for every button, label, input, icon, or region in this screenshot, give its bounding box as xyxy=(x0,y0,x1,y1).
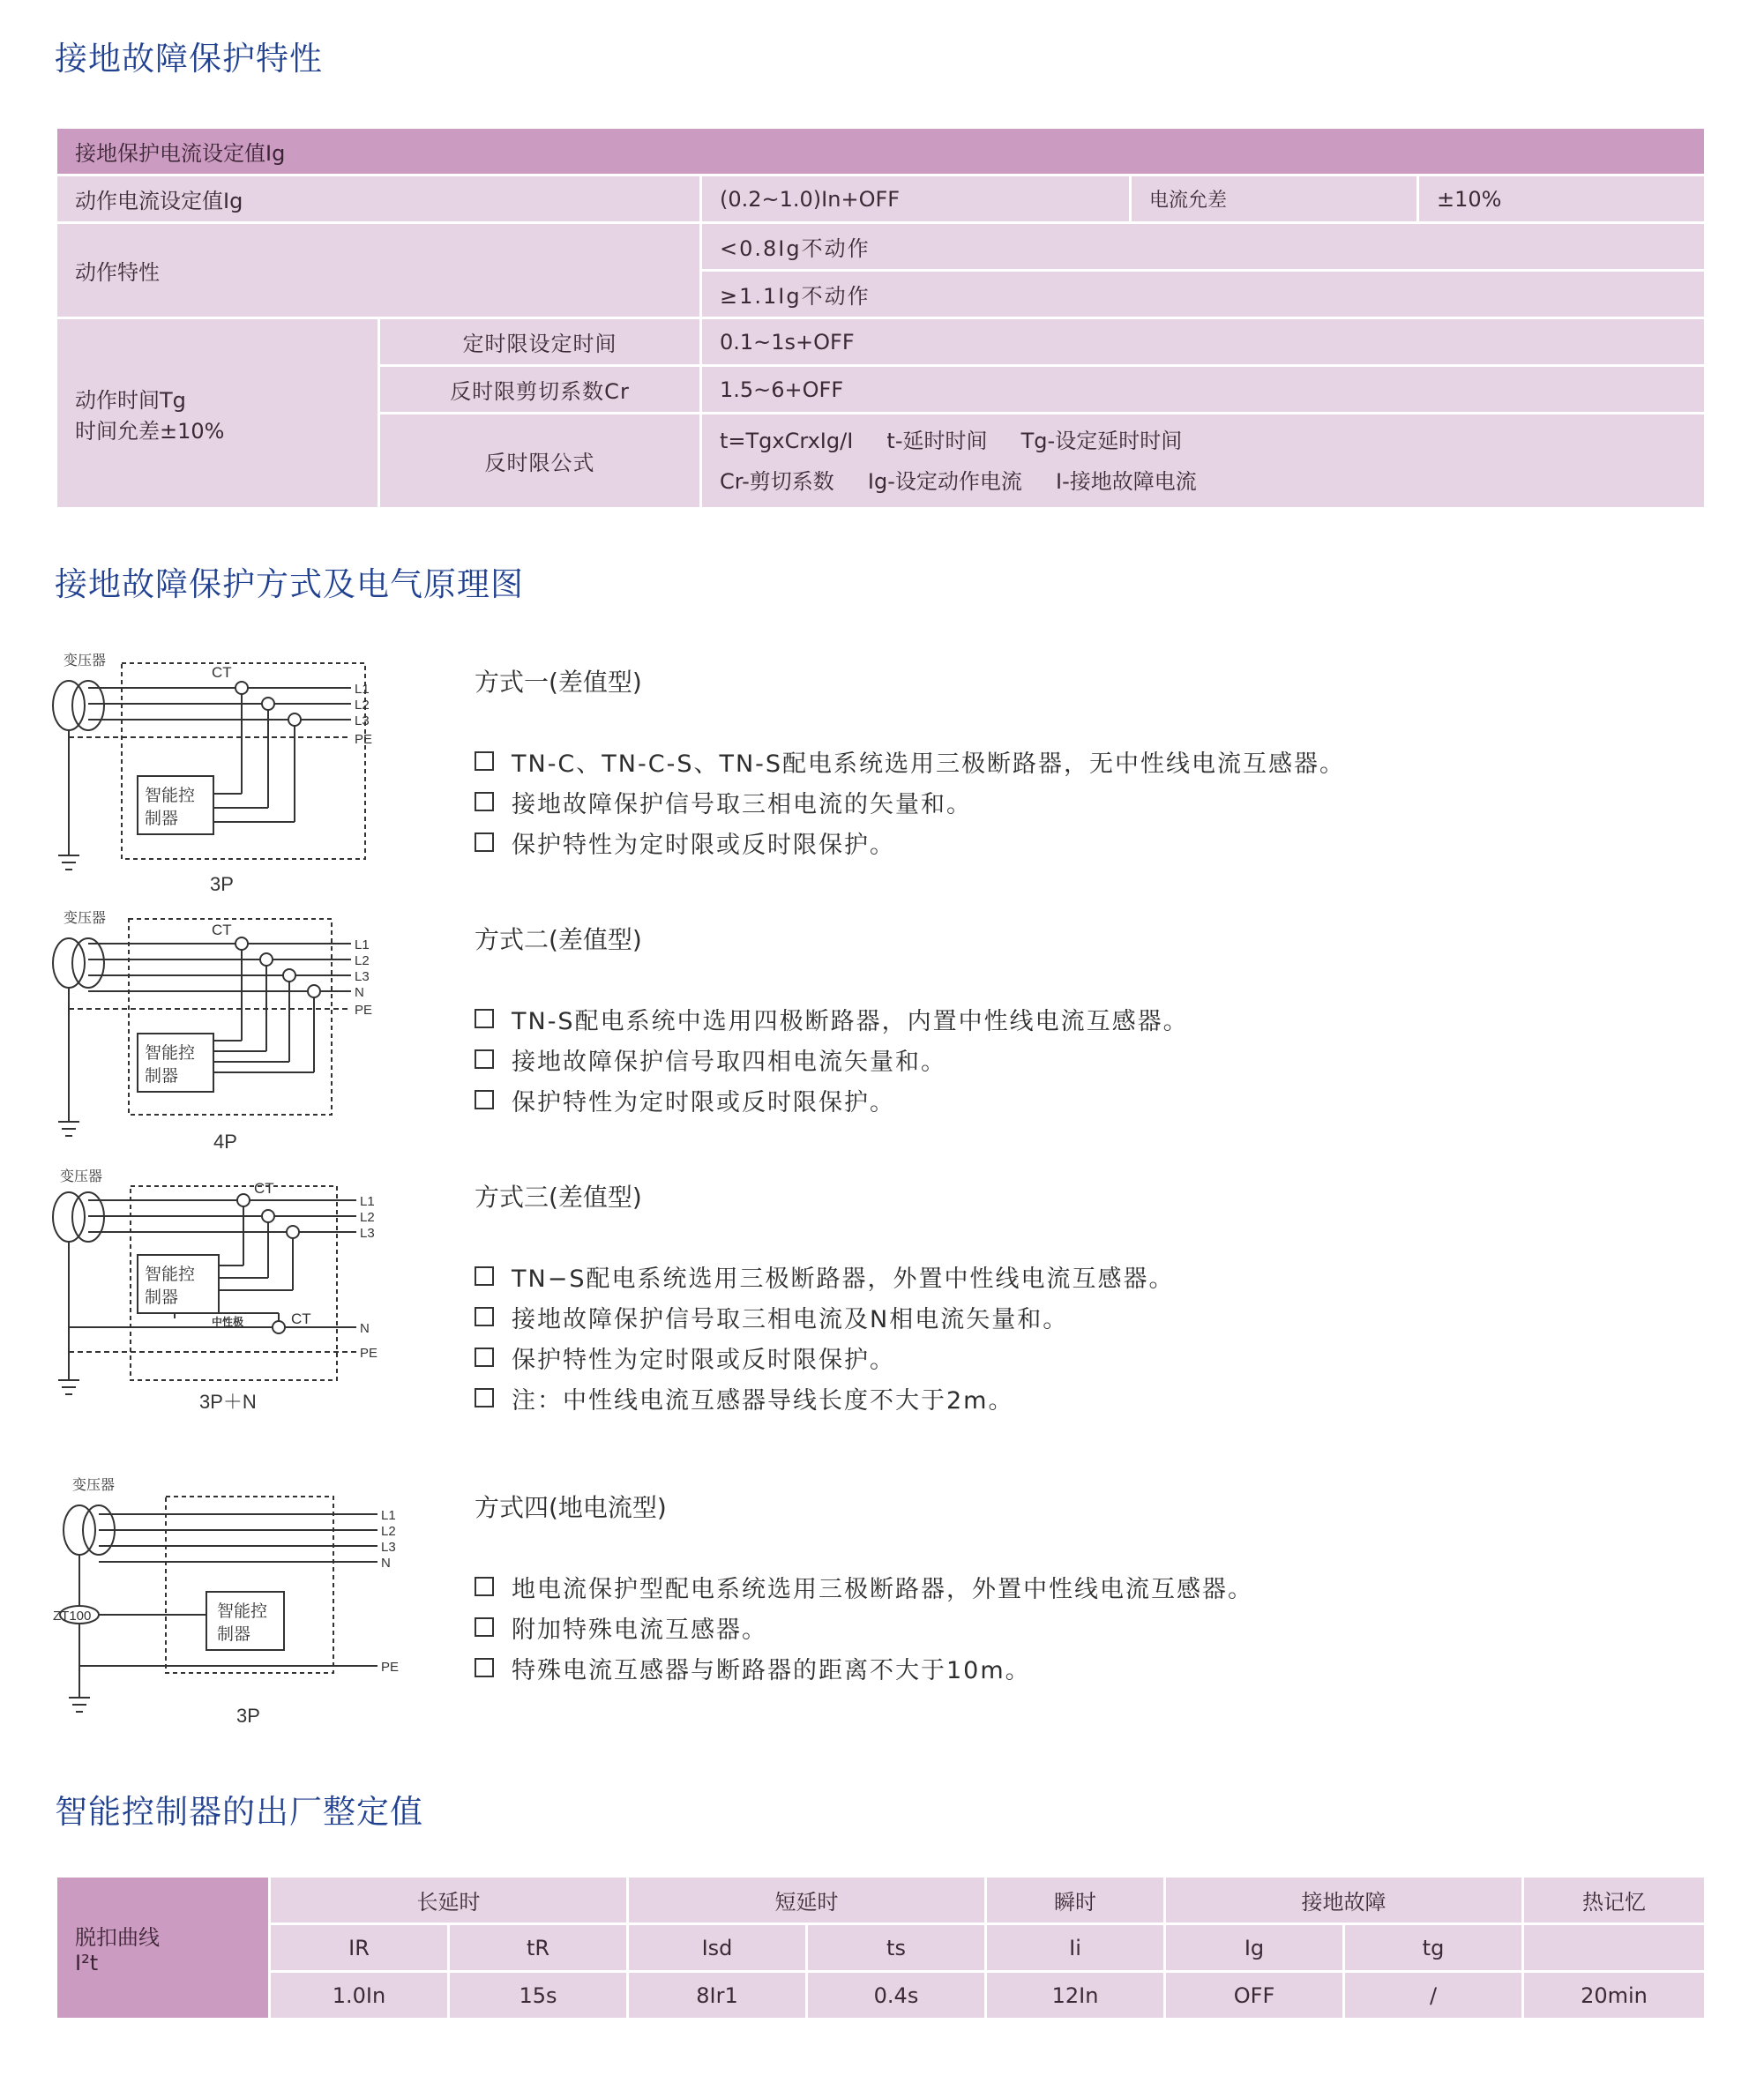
transformer-coil-icon xyxy=(72,938,104,988)
line-label-l2: L2 xyxy=(360,1210,375,1225)
neutral-pole-label: 中性极 xyxy=(212,1316,244,1328)
line-label-n: N xyxy=(381,1556,391,1571)
list-item-text: 地电流保护型配电系统选用三极断路器，外置中性线电流互感器。 xyxy=(512,1575,1253,1603)
section-title-factory-settings: 智能控制器的出厂整定值 xyxy=(55,1793,423,1831)
line-label-l1: L1 xyxy=(355,682,370,697)
cell-formula xyxy=(701,414,1706,509)
line-label-l3: L3 xyxy=(355,713,370,728)
cell-char-2: ≥1.1Ig不动作 xyxy=(701,271,1706,318)
list-item xyxy=(475,1607,1253,1647)
line-label-l2: L2 xyxy=(381,1524,396,1539)
line-label-n: N xyxy=(355,985,364,1000)
list-item-text: 附加特殊电流互感器。 xyxy=(512,1616,767,1644)
list-item-text: 特殊电流互感器与断路器的距离不大于10m。 xyxy=(512,1656,1031,1684)
list-item xyxy=(475,1079,1189,1120)
param-tg: tg xyxy=(1344,1924,1523,1972)
list-item-text: 注：中性线电流互感器导线长度不大于2m。 xyxy=(512,1386,1014,1415)
transformer-label: 变压器 xyxy=(64,653,107,668)
zt-label: ZT100 xyxy=(53,1609,92,1624)
transformer-coil-icon xyxy=(53,1192,85,1242)
cell-inverse-value: 1.5~6+OFF xyxy=(701,366,1706,414)
cell-char-1: <0.8Ig不动作 xyxy=(701,223,1706,271)
transformer-coil-icon xyxy=(53,681,85,730)
list-item xyxy=(475,1647,1253,1688)
diagram-3p-n xyxy=(51,1168,386,1424)
group-long-delay: 长延时 xyxy=(270,1877,628,1924)
transformer-coil-icon xyxy=(53,938,85,988)
list-item-text: 接地故障保护信号取四相电流矢量和。 xyxy=(512,1048,946,1076)
curve-value: I²t xyxy=(75,1951,99,1975)
controller-label-1: 智能控 xyxy=(145,787,196,805)
ground-fault-table xyxy=(55,126,1707,510)
transformer-label: 变压器 xyxy=(64,911,107,926)
line-label-l2: L2 xyxy=(355,953,370,968)
mode-4 xyxy=(475,1489,1253,1688)
value-ig: OFF xyxy=(1165,1972,1344,2020)
checkbox-icon xyxy=(475,1049,494,1069)
diagram-3p-ground xyxy=(51,1477,404,1733)
cell-inverse-label: 反时限剪切系数Cr xyxy=(379,366,701,414)
row-label-time xyxy=(56,318,379,509)
checkbox-icon xyxy=(475,1577,494,1596)
checkbox-icon xyxy=(475,751,494,771)
param-isd: Isd xyxy=(628,1924,807,1972)
transformer-coil-icon xyxy=(64,1505,95,1555)
list-item xyxy=(475,1337,1174,1378)
mode-3 xyxy=(475,1178,1174,1418)
list-item-text: TN-S配电系统中选用四极断路器，内置中性线电流互感器。 xyxy=(512,1007,1189,1035)
label-action-time: 动作时间Tg xyxy=(75,387,186,413)
controller-label-2: 制器 xyxy=(145,810,179,828)
factory-settings-table xyxy=(55,1875,1707,2020)
mode-1 xyxy=(475,663,1345,862)
list-item xyxy=(475,741,1345,781)
cell-definite-value: 0.1~1s+OFF xyxy=(701,318,1706,366)
list-item xyxy=(475,998,1189,1039)
list-item-text: 接地故障保护信号取三相电流及N相电流矢量和。 xyxy=(512,1305,1069,1333)
controller-label-2: 制器 xyxy=(145,1067,179,1086)
mode-title: 方式二(差值型) xyxy=(475,925,642,954)
line-label-pe: PE xyxy=(360,1346,378,1361)
table-header: 接地保护电流设定值Ig xyxy=(56,128,1706,175)
controller-label-1: 智能控 xyxy=(145,1044,196,1063)
checkbox-icon xyxy=(475,832,494,852)
list-item-text: 接地故障保护信号取三相电流的矢量和。 xyxy=(512,790,972,818)
ct-label: CT xyxy=(212,664,232,681)
line-label-l3: L3 xyxy=(360,1226,375,1241)
formula-line-2: Cr-剪切系数 Ig-设定动作电流 I-接地故障电流 xyxy=(720,468,1197,494)
group-thermal-memory: 热记忆 xyxy=(1523,1877,1706,1924)
list-item xyxy=(475,822,1345,862)
transformer-label: 变压器 xyxy=(60,1169,103,1184)
line-label-pe: PE xyxy=(355,732,373,747)
checkbox-icon xyxy=(475,1266,494,1286)
param-ii: Ii xyxy=(986,1924,1165,1972)
line-label-l1: L1 xyxy=(381,1508,396,1523)
value-isd: 8Ir1 xyxy=(628,1972,807,2020)
checkbox-icon xyxy=(475,1348,494,1367)
list-item xyxy=(475,1039,1189,1079)
list-item-text: 保护特性为定时限或反时限保护。 xyxy=(512,1346,895,1374)
label-time-tolerance: 时间允差±10% xyxy=(75,418,225,444)
ct2-label: CT xyxy=(291,1310,311,1327)
line-label-l3: L3 xyxy=(381,1540,396,1555)
value-tr: 15s xyxy=(449,1972,628,2020)
value-ir: 1.0In xyxy=(270,1972,449,2020)
list-item xyxy=(475,1378,1174,1418)
curve-cell xyxy=(56,1877,270,2020)
mode-2 xyxy=(475,921,1189,1120)
cell-definite-label: 定时限设定时间 xyxy=(379,318,701,366)
curve-label: 脱扣曲线 xyxy=(75,1925,160,1950)
param-blank xyxy=(1523,1924,1706,1972)
mode-title: 方式四(地电流型) xyxy=(475,1493,667,1522)
checkbox-icon xyxy=(475,1617,494,1637)
value-ts: 0.4s xyxy=(807,1972,986,2020)
list-item xyxy=(475,1256,1174,1296)
transformer-label: 变压器 xyxy=(72,1478,116,1493)
diagram-caption: 3P xyxy=(210,873,234,895)
group-short-delay: 短延时 xyxy=(628,1877,986,1924)
mode-title: 方式一(差值型) xyxy=(475,668,642,697)
checkbox-icon xyxy=(475,1009,494,1028)
checkbox-icon xyxy=(475,1307,494,1326)
param-tr: tR xyxy=(449,1924,628,1972)
line-label-l2: L2 xyxy=(355,698,370,713)
checkbox-icon xyxy=(475,792,494,811)
param-ts: ts xyxy=(807,1924,986,1972)
section-title-protection-mode: 接地故障保护方式及电气原理图 xyxy=(55,565,524,603)
line-label-l1: L1 xyxy=(360,1194,375,1209)
section-title-ground-fault: 接地故障保护特性 xyxy=(55,40,323,78)
line-label-pe: PE xyxy=(355,1003,373,1018)
list-item xyxy=(475,781,1345,822)
diagram-4p xyxy=(51,910,386,1157)
controller-label-2: 制器 xyxy=(217,1625,251,1644)
cell-tol-value: ±10% xyxy=(1418,175,1706,223)
checkbox-icon xyxy=(475,1388,494,1407)
value-ii: 12In xyxy=(986,1972,1165,2020)
checkbox-icon xyxy=(475,1658,494,1677)
diagram-caption: 3P xyxy=(236,1705,260,1727)
row-label-ig: 动作电流设定值Ig xyxy=(56,175,701,223)
param-ir: IR xyxy=(270,1924,449,1972)
mode-title: 方式三(差值型) xyxy=(475,1183,642,1212)
controller-label-2: 制器 xyxy=(145,1288,179,1307)
ct-label: CT xyxy=(212,922,232,938)
line-label-l3: L3 xyxy=(355,969,370,984)
controller-label-1: 智能控 xyxy=(145,1266,196,1284)
line-label-pe: PE xyxy=(381,1660,400,1675)
list-item-text: TN-C、TN-C-S、TN-S配电系统选用三极断路器，无中性线电流互感器。 xyxy=(512,750,1346,778)
diagram-caption: 3P＋N xyxy=(199,1391,257,1413)
group-ground-fault: 接地故障 xyxy=(1165,1877,1523,1924)
list-item-text: 保护特性为定时限或反时限保护。 xyxy=(512,1088,895,1116)
line-label-n: N xyxy=(360,1321,370,1336)
value-tg: / xyxy=(1344,1972,1523,2020)
list-item xyxy=(475,1566,1253,1607)
list-item xyxy=(475,1296,1174,1337)
checkbox-icon xyxy=(475,1090,494,1109)
controller-label-1: 智能控 xyxy=(217,1602,268,1621)
formula-line-1: t=TgxCrxIg/I t-延时时间 Tg-设定延时时间 xyxy=(720,428,1183,453)
ct-label: CT xyxy=(254,1180,274,1197)
list-item-text: 保护特性为定时限或反时限保护。 xyxy=(512,831,895,859)
diagram-caption: 4P xyxy=(213,1131,237,1153)
group-instant: 瞬时 xyxy=(986,1877,1165,1924)
value-thermal: 20min xyxy=(1523,1972,1706,2020)
diagram-3p xyxy=(51,653,386,900)
cell-ig-value: (0.2~1.0)In+OFF xyxy=(701,175,1131,223)
param-ig: Ig xyxy=(1165,1924,1344,1972)
cell-tol-label: 电流允差 xyxy=(1131,175,1418,223)
row-label-characteristic: 动作特性 xyxy=(56,223,701,318)
line-label-l1: L1 xyxy=(355,937,370,952)
cell-formula-label: 反时限公式 xyxy=(379,414,701,509)
list-item-text: TN−S配电系统选用三极断路器，外置中性线电流互感器。 xyxy=(512,1265,1175,1293)
